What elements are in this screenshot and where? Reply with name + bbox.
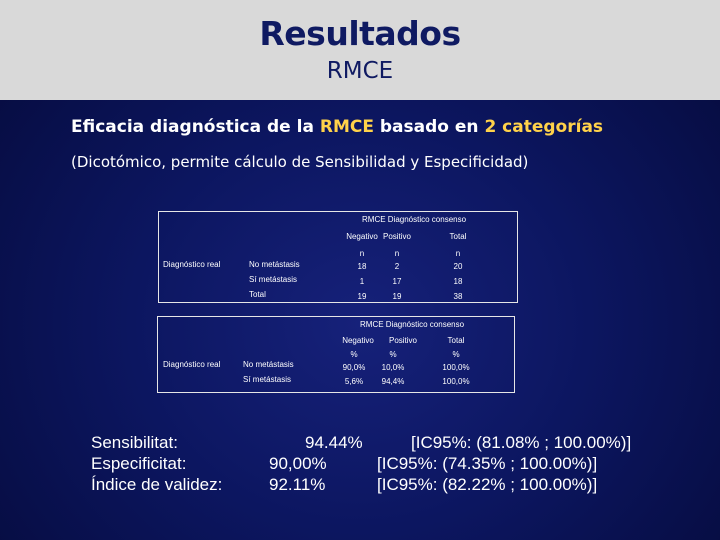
table1-cell: 20	[453, 262, 463, 271]
page-subtitle: RMCE	[326, 58, 394, 84]
table1-cell: 2	[394, 262, 400, 271]
table1-cell: 1	[359, 277, 365, 286]
table2-unit: %	[452, 350, 460, 359]
section-subheading: (Dicotómico, permite cálculo de Sensibilidad y Especificidad)	[71, 153, 529, 171]
table2-col-total: Total	[447, 336, 465, 345]
stat-label: Sensibilitat:	[91, 433, 178, 452]
table1-row-label: Total	[249, 290, 266, 299]
stat-ci: [IC95%: (82.22% ; 100.00%)]	[377, 475, 598, 494]
table1-cell: 19	[357, 292, 367, 301]
table2-row-label: Sí metástasis	[243, 375, 292, 384]
stat-label: Índice de validez:	[91, 475, 223, 494]
table2-cell: 5,6%	[344, 377, 364, 386]
table2-col-positivo: Positivo	[388, 336, 417, 345]
heading-highlight-rmce: RMCE	[319, 117, 374, 137]
section-heading	[71, 117, 603, 137]
heading-text-2: basado en	[373, 117, 485, 137]
table1-col-positivo: Positivo	[382, 232, 411, 241]
table1-cell: 18	[357, 262, 367, 271]
stat-value: 90,00%	[269, 454, 327, 473]
table1-unit: n	[455, 249, 461, 258]
stat-value: 92.11%	[269, 475, 326, 494]
stat-ci: [IC95%: (81.08% ; 100.00%)]	[411, 433, 632, 452]
stat-value: 94.44%	[305, 433, 363, 452]
table2-cell: 90,0%	[342, 363, 366, 372]
table1-row-label: No metástasis	[249, 260, 300, 269]
page-title: Resultados	[259, 14, 461, 53]
table2-cell: 100,0%	[442, 377, 470, 386]
table2-row-label: No metástasis	[243, 360, 294, 369]
table1-row-header: Diagnóstico real	[163, 260, 221, 269]
table1-unit: n	[394, 249, 400, 258]
stat-label: Especificitat:	[91, 454, 187, 473]
table1-cell: 18	[453, 277, 463, 286]
table1-row-label: Sí metástasis	[249, 275, 298, 284]
heading-highlight-categories: 2 categorías	[484, 117, 604, 137]
table1-cell: 19	[392, 292, 402, 301]
table2-unit: %	[350, 350, 358, 359]
table2-cell: 10,0%	[381, 363, 405, 372]
table2-cell: 94,4%	[381, 377, 405, 386]
table1-group-header: RMCE Diagnóstico consenso	[362, 215, 467, 224]
heading-text-1: Eficacia diagnóstica de la	[71, 117, 320, 137]
table2-group-header: RMCE Diagnóstico consenso	[360, 320, 465, 329]
table1-col-negativo: Negativo	[346, 232, 378, 241]
table2-cell: 100,0%	[442, 363, 470, 372]
table1-cell: 17	[392, 277, 402, 286]
table2-col-negativo: Negativo	[342, 336, 374, 345]
table2-unit: %	[389, 350, 397, 359]
table1-unit: n	[359, 249, 365, 258]
table2-row-header: Diagnóstico real	[163, 360, 221, 369]
stat-ci: [IC95%: (74.35% ; 100.00%)]	[377, 454, 598, 473]
table1-col-total: Total	[449, 232, 467, 241]
table1-cell: 38	[453, 292, 463, 301]
